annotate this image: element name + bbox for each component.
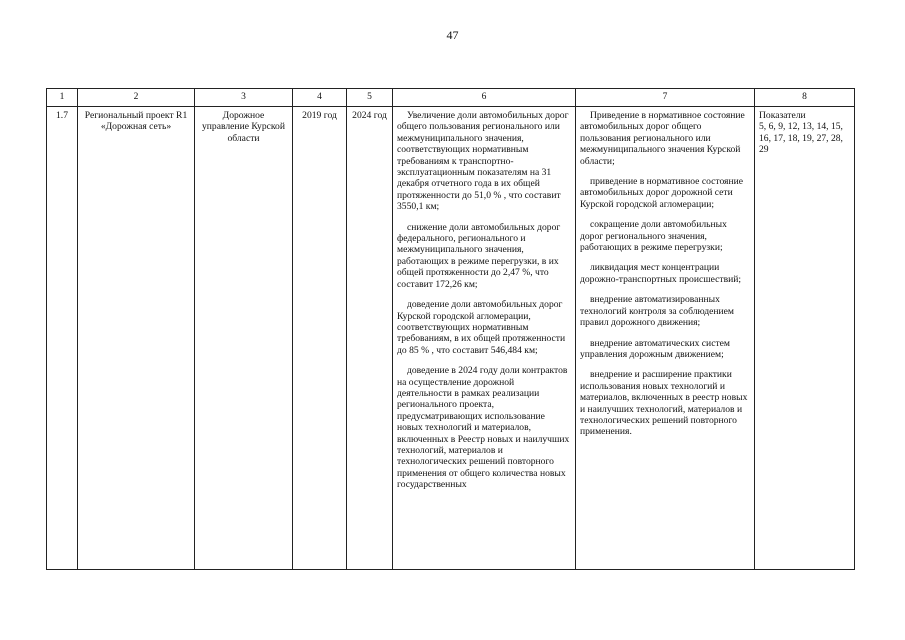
direction-paragraph: ликвидация мест концентрации дорожно-транспортных происшествий; — [580, 262, 742, 285]
column-header: 1 — [47, 89, 78, 107]
direction-paragraph: внедрение и расширение практики использования новых технологий и материалов, включенных в реестр новых и наилучших технологий, материалов и технологических решений повторного применения. — [580, 369, 748, 438]
table-header-row — [47, 89, 855, 107]
program-table — [46, 88, 855, 570]
start-year: 2019 год — [302, 110, 337, 121]
project-cell — [78, 107, 195, 570]
direction-paragraph: Приведение в нормативное состояние автомобильных дорог общего пользования регионального или межмуниципального значения Курской области; — [580, 110, 745, 167]
executor-cell — [195, 107, 293, 570]
direction-paragraph: внедрение автоматических систем управления дорожным движением; — [580, 337, 730, 360]
result-paragraph: снижение доли автомобильных дорог федерального, регионального и межмуниципального значения, работающих в режиме перегрузки, в их общей протяженности до 2,47 %, что составит 172,26 км; — [397, 221, 561, 290]
result-paragraph: доведение в 2024 году доли контрактов на осуществление дорожной деятельности в рамках реализации регионального проекта, предусматривающих использование новых технологий и материалов, включенных в Реестр новых и наилучших технологий, материалов и технологических решений повторного применения от общего количества новых государственных — [397, 365, 570, 491]
column-header: 2 — [78, 89, 195, 107]
direction-paragraph: внедрение автоматизированных технологий контроля за соблюдением правил дорожного движения; — [580, 294, 734, 329]
end-year-cell — [347, 107, 393, 570]
start-year-cell — [293, 107, 347, 570]
page-number: 47 — [446, 28, 459, 42]
column-header: 8 — [755, 89, 855, 107]
column-header: 4 — [293, 89, 347, 107]
expected-results-cell — [393, 107, 576, 570]
result-paragraph: Увеличение доли автомобильных дорог общего пользования регионального или межмуниципального значения, соответствующих нормативным требованиям к транспортно-эксплуатационным показателям на 31 декабря отчетного года в их общей протяженности до 51,0 % , что составит 3550,1 км; — [397, 110, 569, 213]
indicators-list: 5, 6, 9, 12, 13, 14, 15, 16, 17, 18, 19, 27, 28, 29 — [759, 121, 843, 156]
indicators-cell — [755, 107, 855, 570]
end-year: 2024 год — [352, 110, 387, 121]
column-header: 5 — [347, 89, 393, 107]
executor-name: Дорожное управление Курской области — [202, 110, 285, 144]
row-number: 1.7 — [56, 110, 68, 121]
indicators-label: Показатели — [759, 110, 806, 121]
column-header: 6 — [393, 89, 576, 107]
direction-paragraph: приведение в нормативное состояние автомобильных дорог дорожной сети Курской городской агломерации; — [580, 176, 743, 210]
direction-paragraph: сокращение доли автомобильных дорог регионального значения, работающих в режиме перегрузки; — [580, 219, 727, 254]
result-paragraph: доведение доли автомобильных дорог Курской городской агломерации, соответствующих нормативным требованиям, в их общей протяженности до 85 % , что составит 546,484 км; — [397, 299, 566, 356]
directions-cell — [576, 107, 755, 570]
row-number-cell — [47, 107, 78, 570]
column-header: 3 — [195, 89, 293, 107]
project-name: Региональный проект R1 «Дорожная сеть» — [84, 110, 188, 133]
column-header: 7 — [576, 89, 755, 107]
table-row — [47, 107, 855, 570]
